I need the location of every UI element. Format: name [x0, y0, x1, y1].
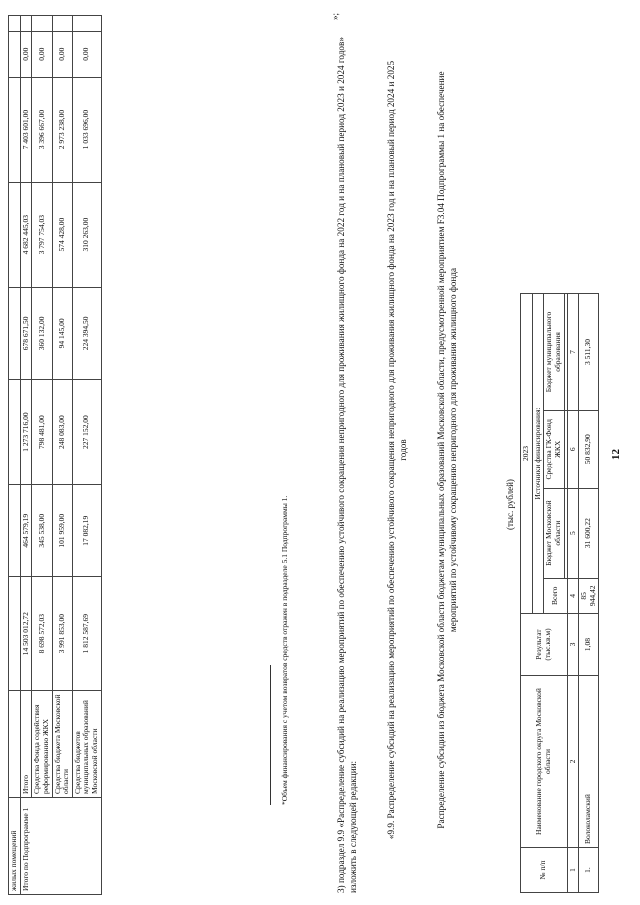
header-result: Результат (тыс.кв.м) — [521, 614, 568, 676]
header-total: Всего — [544, 578, 567, 613]
column-number: 5 — [567, 488, 579, 578]
amendment-paragraph: 3) подраздел 9.9 «Распределение субсидий на реализацию мероприятий по обеспечению устойчивого сокращения непригодного для проживания жилищного фонда на 2022 год и на плановый период 2023 и 2024 годов» изложить в следующей редакции: — [336, 37, 359, 893]
units-label: (тыс. рублей) — [505, 479, 515, 530]
table-cell: 3 396 667,00 — [32, 77, 52, 182]
table-cell: 17 082,19 — [72, 485, 101, 577]
table-cell: 4 682 445,03 — [20, 182, 32, 287]
header-mo-budget: Бюджет Московской области — [544, 488, 564, 578]
mun-budget-cell: 3 511,30 — [579, 294, 599, 411]
footnote-divider — [270, 665, 271, 805]
closing-mark: »; — [330, 12, 340, 20]
page-number: 12 — [610, 449, 622, 460]
header-fund: Средства ГК-Фонд ЖКХ — [544, 410, 564, 488]
table-cell: 94 145,00 — [52, 287, 72, 379]
header-num: № п/п — [521, 848, 568, 893]
table-row — [52, 16, 72, 895]
table-cell: 0,00 — [20, 31, 32, 77]
column-number: 3 — [567, 614, 579, 676]
subsidy-distribution-table — [520, 293, 599, 893]
section-title: «9.9. Распределение субсидий на реализацию мероприятий по обеспечению устойчивого сокращения непригодного для проживания жилищного фонда на 2023 год и на плановый период 2024 и 2025 годов — [386, 60, 409, 840]
table-cell: 464 579,19 — [20, 485, 32, 577]
row-label: Средства Фонда содействия реформированию ЖКХ — [32, 691, 52, 798]
table-cell: 0,00 — [52, 31, 72, 77]
table-cell: 574 428,00 — [52, 182, 72, 287]
column-number: 4 — [567, 578, 579, 613]
table-cell: 8 698 572,03 — [32, 577, 52, 691]
distribution-heading: Распределение субсидии из бюджета Московской области бюджетам муниципальных образований Московской области, предусмотренной мероприятием F3.04 Подпрограммы 1 на обеспечение мероприятий по устойчивому сокращению непригодного для проживания жилищного фонда — [436, 71, 459, 829]
table-cell: 798 481,00 — [32, 380, 52, 485]
table-cell: 310 263,00 — [72, 182, 101, 287]
table-cell: 678 671,50 — [20, 287, 32, 379]
table-cell: 248 083,00 — [52, 380, 72, 485]
row-num: 1. — [579, 848, 599, 893]
column-number: 7 — [567, 294, 579, 411]
table-cell: 227 152,00 — [72, 380, 101, 485]
header-name: Наименование городского округа Московской области — [521, 676, 568, 848]
table-row — [72, 16, 101, 895]
table-cell: 101 959,00 — [52, 485, 72, 577]
table-cell: 360 132,00 — [32, 287, 52, 379]
header-cell: жилых помещений — [9, 798, 21, 895]
result-cell: 1,08 — [579, 614, 599, 676]
table-row — [579, 294, 599, 893]
column-number: 1 — [567, 848, 579, 893]
header-mun-budget: Бюджет муниципального образования — [544, 294, 564, 411]
footnote: *Объем финансирования с учетом возвратов средств отражен в подразделе 5.1 Подпрограммы 1. — [280, 495, 289, 805]
fund-cell: 50 832,90 — [579, 410, 599, 488]
table-cell: 2 973 238,00 — [52, 77, 72, 182]
header-year: 2023 — [521, 294, 533, 614]
table-cell: 0,00 — [32, 31, 52, 77]
total-cell: 85 944,42 — [579, 578, 599, 613]
row-label: Средства бюджетов муниципальных образований Московской области — [72, 691, 101, 798]
row-group-label: Итого по Подпрограмме 1 — [20, 798, 101, 895]
table-cell: 345 538,00 — [32, 485, 52, 577]
table-cell: 224 394,50 — [72, 287, 101, 379]
table-cell: 1 273 716,00 — [20, 380, 32, 485]
table-cell: 3 991 853,00 — [52, 577, 72, 691]
row-label: Итого — [20, 691, 32, 798]
column-number: 6 — [567, 410, 579, 488]
table-cell: 3 797 754,03 — [32, 182, 52, 287]
table-cell: 14 503 012,72 — [20, 577, 32, 691]
column-number: 2 — [567, 676, 579, 848]
column-number-row — [567, 294, 579, 893]
subprogram-totals-table — [8, 15, 102, 895]
header-sources: Источники финансирования: — [532, 294, 544, 614]
municipality-name: Волоколамский — [579, 676, 599, 848]
table-cell: 1 033 696,00 — [72, 77, 101, 182]
table-row — [9, 16, 21, 895]
table-cell: 0,00 — [72, 31, 101, 77]
table-cell: 7 403 601,00 — [20, 77, 32, 182]
table-row — [521, 294, 533, 893]
table-cell: 1 812 587,69 — [72, 577, 101, 691]
table-row — [20, 16, 32, 895]
mo-budget-cell: 31 600,22 — [579, 488, 599, 578]
row-label: Средства бюджета Московской области — [52, 691, 72, 798]
table-row — [32, 16, 52, 895]
